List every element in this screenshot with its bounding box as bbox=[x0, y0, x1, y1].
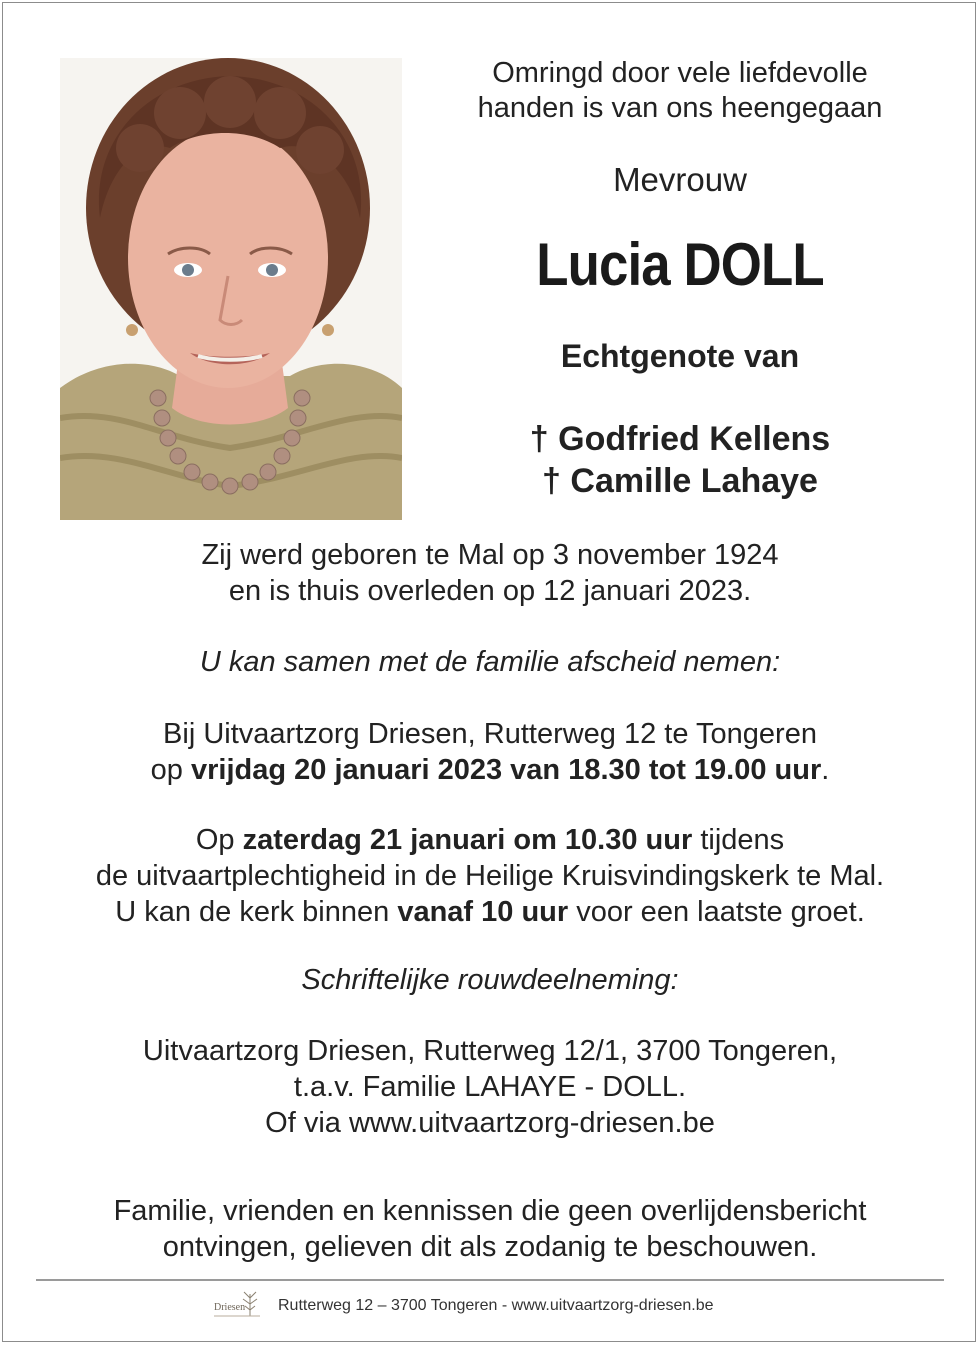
birth-death-text bbox=[0, 537, 980, 609]
condolence-address bbox=[0, 1033, 980, 1141]
church-open-time: vanaf 10 uur bbox=[397, 896, 569, 928]
ceremony-date: zaterdag 21 januari om 10.30 uur bbox=[242, 824, 693, 856]
partners-list bbox=[420, 418, 940, 502]
birth-line: Zij werd geboren te Mal op 3 november 1924 bbox=[201, 539, 779, 571]
ceremony-text bbox=[0, 822, 980, 930]
intro-line-1: Omringd door vele liefdevolle bbox=[492, 57, 868, 89]
footer-divider bbox=[36, 1279, 944, 1281]
ceremony-line-1: Op zaterdag 21 januari om 10.30 uur tijdens bbox=[195, 824, 785, 856]
closing-text bbox=[0, 1193, 980, 1265]
condolence-line-1: Uitvaartzorg Driesen, Rutterweg 12/1, 3700 Tongeren, bbox=[142, 1035, 838, 1067]
visitation-time: op vrijdag 20 januari 2023 van 18.30 tot 19.00 uur. bbox=[150, 754, 830, 786]
footer-contact: Rutterweg 12 – 3700 Tongeren - www.uitvaartzorg-driesen.be bbox=[278, 1297, 714, 1314]
footer bbox=[200, 1288, 780, 1326]
partner-2: † Camille Lahaye bbox=[542, 462, 818, 500]
death-line: en is thuis overleden op 12 januari 2023. bbox=[228, 575, 752, 607]
ceremony-line-2: de uitvaartplechtigheid in de Heilige Kruisvindingskerk te Mal. bbox=[95, 860, 885, 892]
visitation-location: Bij Uitvaartzorg Driesen, Rutterweg 12 te Tongeren bbox=[163, 718, 817, 750]
condolence-line-2: t.a.v. Familie LAHAYE - DOLL. bbox=[293, 1071, 687, 1103]
intro-line-2: handen is van ons heengegaan bbox=[477, 92, 883, 124]
farewell-heading: U kan samen met de familie afscheid nemen: bbox=[199, 646, 781, 678]
portrait-photo bbox=[60, 58, 402, 520]
honorific: Mevrouw bbox=[613, 161, 747, 198]
partner-1: † Godfried Kellens bbox=[529, 420, 831, 458]
driesen-logo bbox=[210, 1288, 266, 1326]
closing-line-1: Familie, vrienden en kennissen die geen overlijdensbericht bbox=[113, 1195, 867, 1227]
visitation-text bbox=[0, 716, 980, 788]
condolence-heading: Schriftelijke rouwdeelneming: bbox=[301, 964, 679, 996]
relation-label: Echtgenote van bbox=[560, 338, 800, 374]
condolence-line-3: Of via www.uitvaartzorg-driesen.be bbox=[265, 1107, 715, 1139]
svg-text:Driesen: Driesen bbox=[214, 1302, 246, 1313]
closing-line-2: ontvingen, gelieven dit als zodanig te beschouwen. bbox=[162, 1231, 818, 1263]
ceremony-line-3: U kan de kerk binnen vanaf 10 uur voor een laatste groet. bbox=[115, 896, 865, 928]
intro-text bbox=[420, 56, 940, 126]
deceased-name: Lucia DOLL bbox=[536, 231, 824, 298]
visitation-date: vrijdag 20 januari 2023 van 18.30 tot 19.00 uur bbox=[191, 754, 822, 786]
